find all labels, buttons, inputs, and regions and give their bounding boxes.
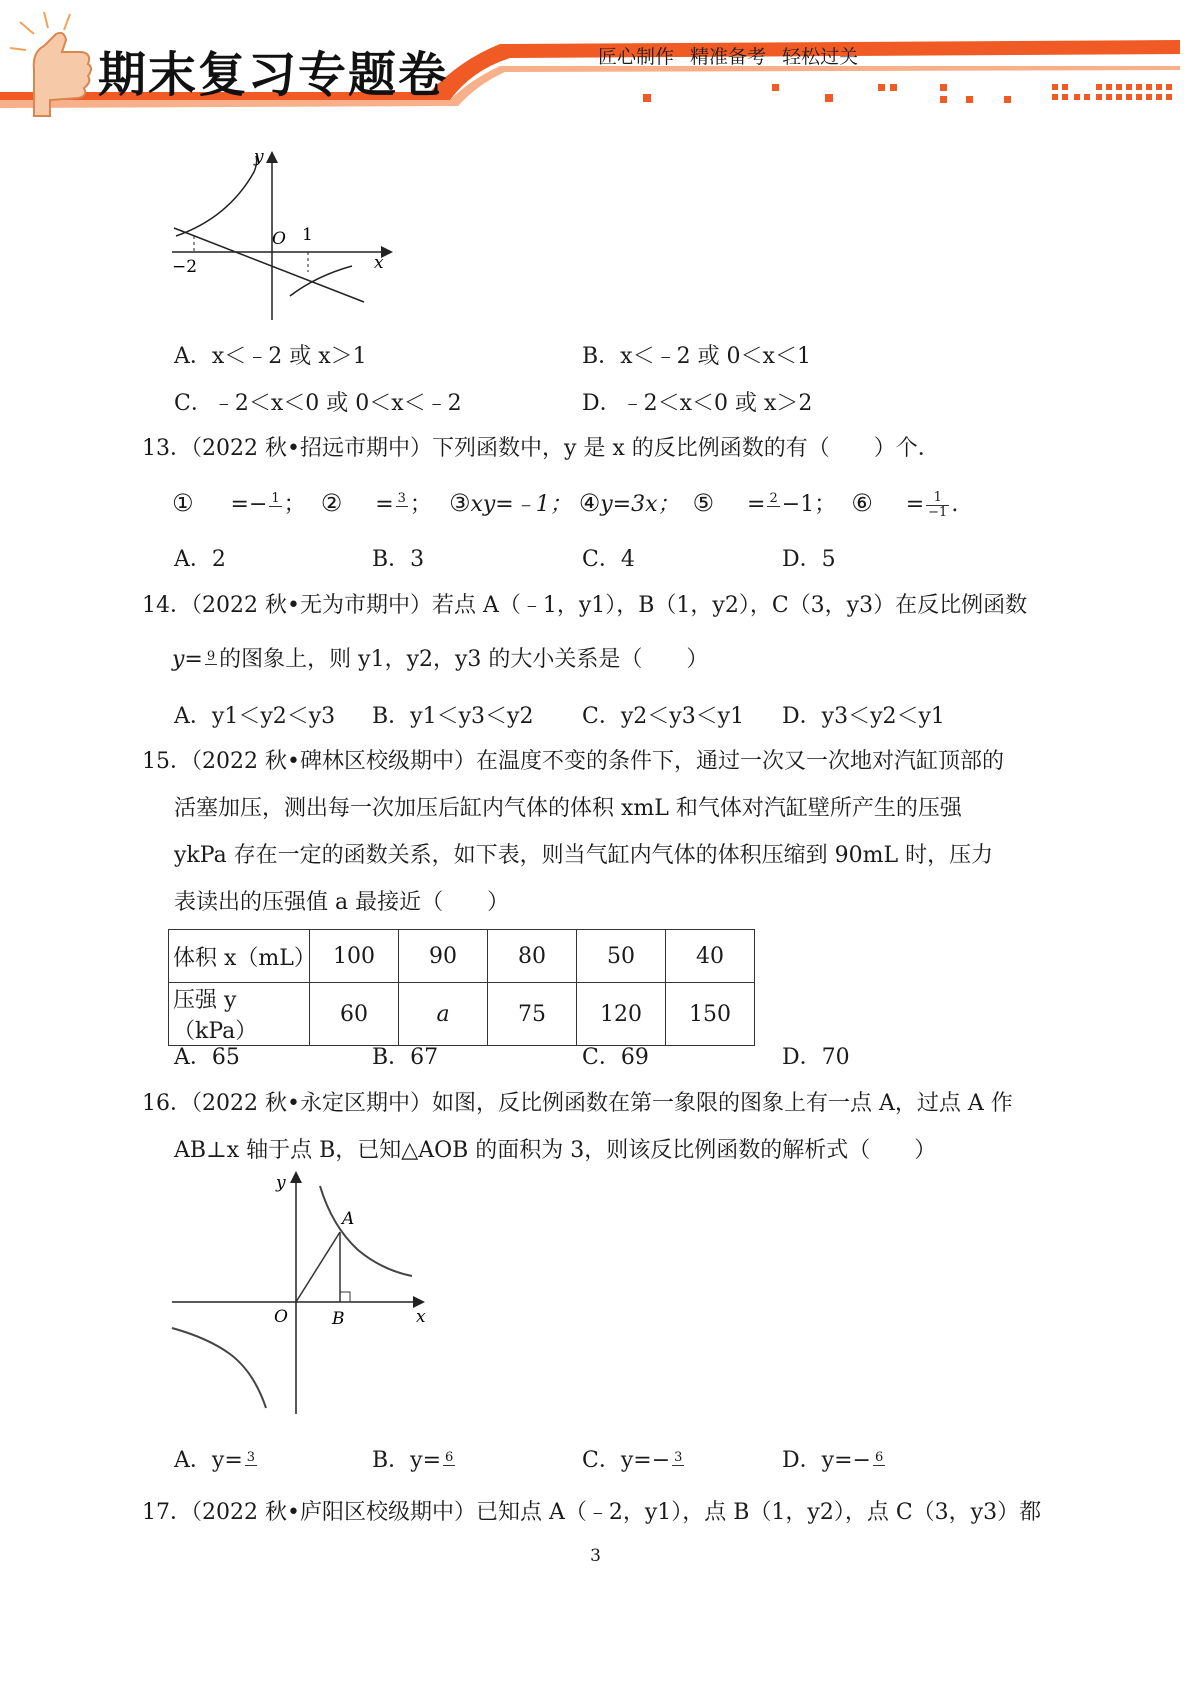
q13-item-6-fraction: $\frac{1}{-1}$ — [928, 489, 948, 520]
q13-number: 13． — [142, 436, 192, 461]
q16-option-c-fraction: 3 — [674, 1450, 683, 1465]
q15-option-b: B．67 — [372, 1045, 439, 1070]
q14-y-equals: y= — [172, 647, 203, 672]
q14-option-a: A．y1＜y2＜y3 — [174, 704, 336, 729]
header-banner — [0, 0, 1191, 120]
q15-option-a: A．65 — [174, 1045, 240, 1070]
q13-stem: （2022 秋•招远市期中）下列函数中，y 是 x 的反比例函数的有（ ）个． — [180, 436, 940, 461]
graph1-tick-neg2: −2 — [172, 257, 198, 277]
question-16-graph — [168, 1168, 438, 1418]
page-title: 期末复习专题卷 — [98, 47, 449, 103]
q13-item-2-tail: ； — [409, 492, 432, 517]
table-cell: 40 — [666, 930, 755, 983]
q17-stem-line1: （2022 秋•庐阳区校级期中）已知点 A（﹣2，y1），点 B（1，y2），点 C（3，y3）都 — [180, 1500, 1042, 1525]
q12-option-b: B．x＜﹣2 或 0＜x＜1 — [582, 344, 811, 369]
q16-option-b — [372, 1446, 457, 1478]
graph2-x-label: x — [416, 1307, 426, 1327]
table-cell: 100 — [310, 930, 399, 983]
q13-item-6-marker: ⑥ — [851, 489, 873, 517]
q13-item-1-fraction: 1 — [271, 490, 280, 506]
q16-option-c-lead: C．y=− — [582, 1448, 671, 1473]
q13-item-5-tail: −1； — [781, 492, 837, 517]
table-cell: 120 — [577, 983, 666, 1046]
q15-option-c: C．69 — [582, 1045, 649, 1070]
q15-stem-line1: （2022 秋•碑林区校级期中）在温度不变的条件下，通过一次又一次地对汽缸顶部的 — [180, 749, 1004, 774]
q14-option-d: D．y3＜y2＜y1 — [782, 704, 945, 729]
q13-option-d: D．5 — [782, 547, 836, 572]
q13-option-b: B．3 — [372, 547, 425, 572]
graph2-b-label: B — [332, 1309, 345, 1329]
q13-item-4-marker: ④ — [578, 489, 601, 517]
q15-option-d: D．70 — [782, 1045, 850, 1070]
table-cell: 90 — [399, 930, 488, 983]
q13-item-1-marker: ① — [172, 489, 194, 517]
q16-stem-line2: AB⊥x 轴于点 B，已知△AOB 的面积为 3，则该反比例函数的解析式（ ） — [174, 1138, 937, 1163]
q14-number: 14． — [142, 593, 192, 618]
q13-option-c: C．4 — [582, 547, 635, 572]
q16-option-d-fraction: 6 — [874, 1450, 884, 1465]
q13-items — [172, 488, 958, 520]
q12-option-c: C．﹣2＜x＜0 或 0＜x＜﹣2 — [174, 391, 462, 416]
q16-option-c — [582, 1446, 686, 1478]
q14-stem-line1: （2022 秋•无为市期中）若点 A（﹣1，y1），B（1，y2），C（3，y3）在反比例函数 — [180, 593, 1028, 618]
q16-option-b-fraction: 6 — [445, 1450, 454, 1465]
graph1-y-label: y — [254, 148, 264, 167]
q13-item-2-lead: = — [375, 492, 394, 517]
q15-stem-line2: 活塞加压，测出每一次加压后缸内气体的体积 xmL 和气体对汽缸壁所产生的压强 — [174, 796, 962, 821]
table-cell: a — [399, 983, 488, 1046]
graph2-o-label: O — [274, 1307, 288, 1327]
table-cell: 75 — [488, 983, 577, 1046]
q13-item-5-lead: = — [747, 492, 766, 517]
q16-option-a-lead: A．y= — [174, 1448, 243, 1473]
q15-number: 15． — [142, 749, 192, 774]
q14-stem-line2 — [172, 645, 708, 677]
graph1-x-label: x — [374, 253, 384, 273]
q13-item-1-lead: =− — [230, 492, 268, 517]
q14-fraction: 9 — [206, 649, 216, 664]
graph1-tick-1: 1 — [302, 225, 313, 245]
page-number: 3 — [590, 1546, 601, 1566]
q13-item-2-fraction: 3 — [397, 490, 406, 506]
q16-stem-line1: （2022 秋•永定区期中）如图，反比例函数在第一象限的图象上有一点 A，过点 A 作 — [180, 1091, 1013, 1116]
table-cell: 80 — [488, 930, 577, 983]
q16-option-b-lead: B．y= — [372, 1448, 442, 1473]
q14-stem-tail: 的图象上，则 y1，y2，y3 的大小关系是（ ） — [219, 647, 709, 672]
q13-item-4-text: y=3x； — [600, 492, 680, 517]
table-row-volume — [169, 930, 755, 983]
q13-item-3-marker: ③ — [448, 489, 471, 517]
q16-number: 16． — [142, 1091, 192, 1116]
q16-option-a-fraction: 3 — [246, 1450, 256, 1465]
table-cell: 60 — [310, 983, 399, 1046]
table-cell: 50 — [577, 930, 666, 983]
thumbs-up-icon — [4, 8, 94, 118]
q13-option-a: A．2 — [174, 547, 226, 572]
q15-stem-line4: 表读出的压强值 a 最接近（ ） — [174, 890, 510, 915]
q16-option-a — [174, 1446, 259, 1478]
q13-item-2-marker: ② — [320, 489, 343, 517]
graph2-a-label: A — [342, 1209, 355, 1229]
graph1-origin-label: O — [272, 229, 286, 249]
q17-number: 17． — [142, 1500, 192, 1525]
q13-item-6-tail: . — [951, 492, 959, 517]
graph2-y-label: y — [276, 1173, 286, 1193]
table-row-header: 压强 y（kPa） — [169, 983, 310, 1046]
q12-option-a: A．x＜﹣2 或 x＞1 — [174, 344, 367, 369]
table-row-pressure — [169, 983, 755, 1046]
table-cell: 150 — [666, 983, 755, 1046]
table-row-header: 体积 x（mL） — [169, 930, 310, 983]
q15-data-table — [168, 929, 755, 1046]
q13-item-5-marker: ⑤ — [692, 489, 715, 517]
q12-option-d: D．﹣2＜x＜0 或 x＞2 — [582, 391, 813, 416]
q13-item-5-fraction: 2 — [769, 490, 778, 506]
q14-option-c: C．y2＜y3＜y1 — [582, 704, 745, 729]
q15-stem-line3: ykPa 存在一定的函数关系，如下表，则当气缸内气体的体积压缩到 90mL 时，压力 — [174, 843, 994, 868]
q13-item-1-tail: ； — [283, 492, 306, 517]
q16-option-d-lead: D．y=− — [782, 1448, 871, 1473]
q13-item-3-text: xy=﹣1； — [470, 492, 572, 517]
banner-slogan: 匠心制作 精准备考 轻松过关 — [598, 46, 859, 68]
q16-option-d — [782, 1446, 887, 1478]
question-12-graph — [168, 148, 408, 323]
q14-option-b: B．y1＜y3＜y2 — [372, 704, 534, 729]
q13-item-6-lead: = — [905, 492, 925, 517]
